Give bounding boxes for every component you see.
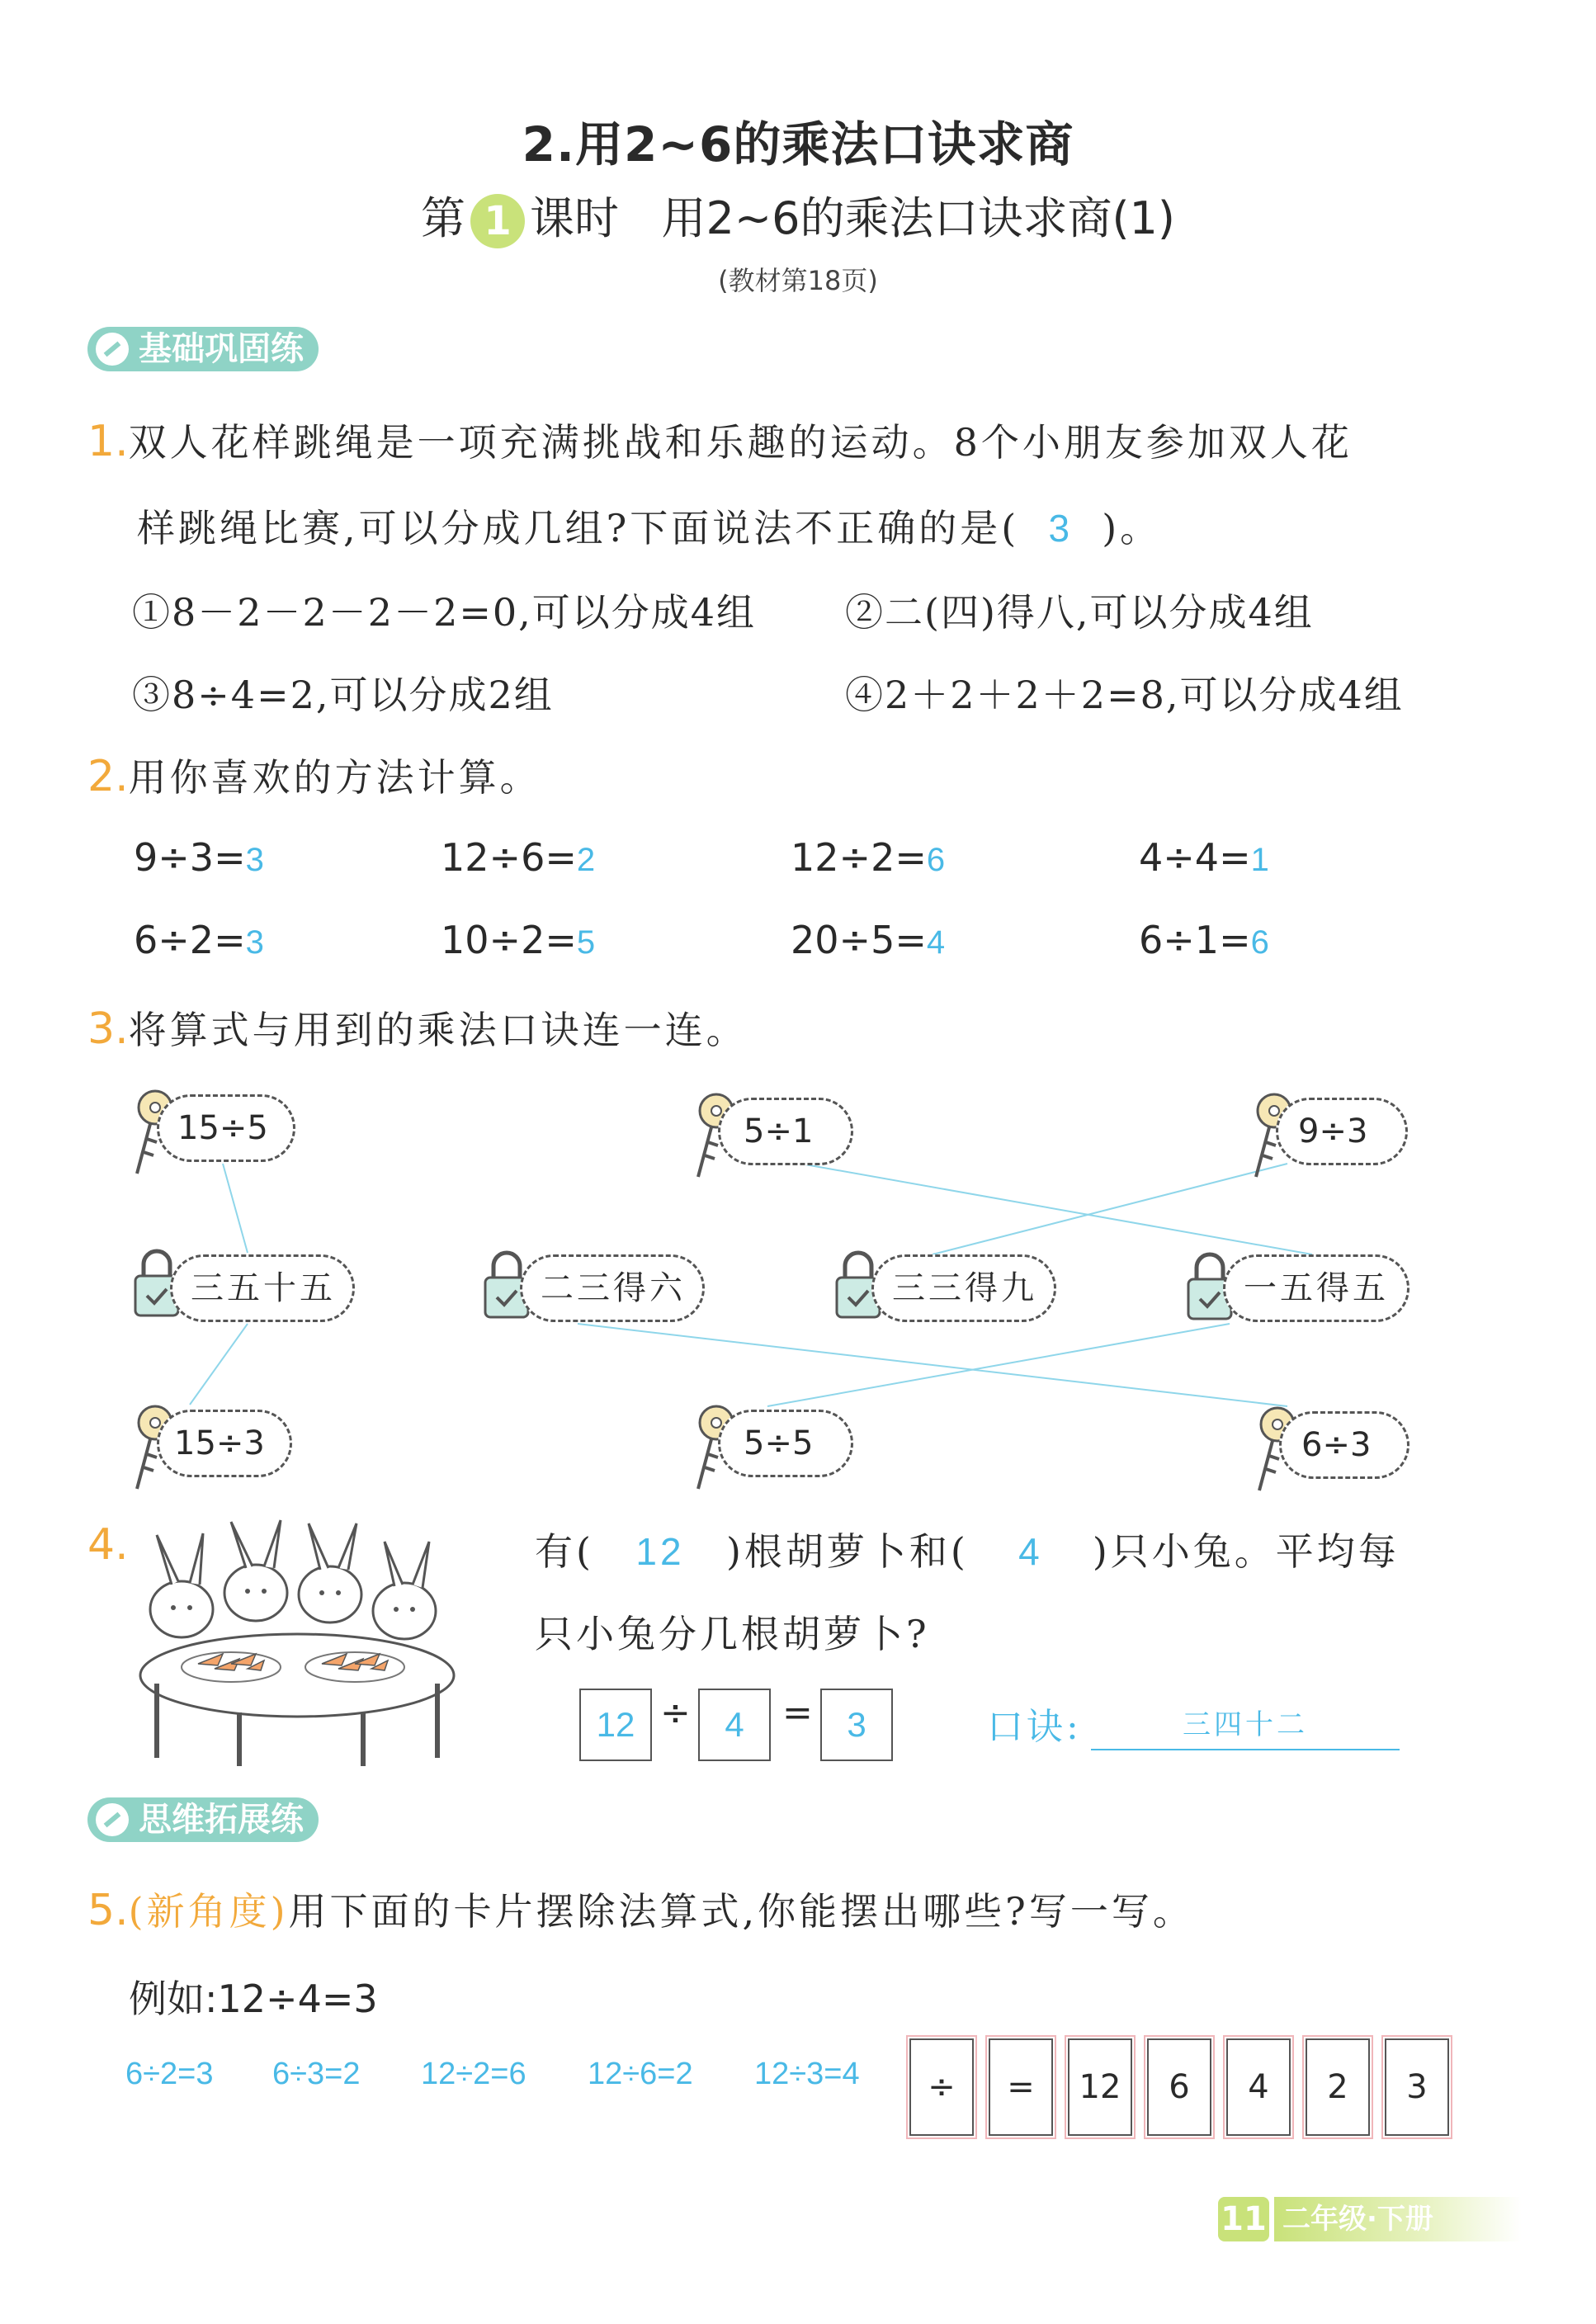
q2-number: 2. <box>87 752 129 801</box>
q3-number: 3. <box>87 1004 129 1054</box>
q4-eq-op: ÷ <box>660 1692 691 1734</box>
q2-answer-1[interactable]: 3 <box>245 842 264 878</box>
grade-label: 二年级·下册 <box>1274 2197 1522 2241</box>
section-extend-label: 思维拓展练 <box>139 1801 304 1839</box>
card-equals[interactable]: = <box>989 2038 1053 2136</box>
q4-rabbits-answer[interactable]: 4 <box>1018 1530 1043 1573</box>
q2-item-5: 6÷2=3 <box>134 918 264 962</box>
q3-mid-4[interactable]: 一五得五 <box>1223 1254 1409 1322</box>
card-3[interactable]: 3 <box>1385 2038 1449 2136</box>
q4-line1: 有( 12 )根胡萝卜和( 4 )只小兔。平均每 <box>535 1529 1400 1574</box>
q5-answer-1[interactable]: 6÷2=3 <box>125 2057 214 2091</box>
q2-item-4: 4÷4=1 <box>1139 835 1269 880</box>
card-divide[interactable]: ÷ <box>909 2038 974 2136</box>
card-12[interactable]: 12 <box>1068 2038 1132 2136</box>
lesson-number-badge: 1 <box>470 194 525 248</box>
q3-top-3[interactable]: 9÷3 <box>1276 1098 1408 1165</box>
q2-item-2: 12÷6=2 <box>441 835 596 880</box>
page-number: 11 <box>1218 2197 1269 2241</box>
q3-bottom-1[interactable]: 15÷3 <box>157 1410 292 1477</box>
q3-bottom-3[interactable]: 6÷3 <box>1279 1411 1409 1479</box>
lesson-suffix: 课时 <box>530 192 620 244</box>
page-title: 2.用2~6的乘法口诀求商 <box>522 116 1074 172</box>
q4-number: 4. <box>87 1520 129 1570</box>
lesson-title: 用2~6的乘法口诀求商(1) <box>661 192 1175 244</box>
q3-top-1[interactable]: 15÷5 <box>157 1094 295 1162</box>
card-2[interactable]: 2 <box>1306 2038 1370 2136</box>
card-4[interactable]: 4 <box>1226 2038 1291 2136</box>
q5-answer-2[interactable]: 6÷3=2 <box>272 2057 361 2091</box>
q3-mid-2[interactable]: 二三得六 <box>520 1254 705 1322</box>
q3-text: 将算式与用到的乘法口诀连一连。 <box>128 1008 748 1052</box>
q2-text: 用你喜欢的方法计算。 <box>128 755 541 800</box>
q1-text-line1: 双人花样跳绳是一项充满挑战和乐趣的运动。8个小朋友参加双人花 <box>128 420 1353 465</box>
q1-text-line2-end: )。 <box>1102 506 1162 550</box>
q1-number: 1. <box>87 417 129 466</box>
q2-item-1: 9÷3=3 <box>134 835 264 880</box>
q2-answer-7[interactable]: 4 <box>926 924 946 961</box>
q4-rhyme-answer[interactable]: 三四十二 <box>1091 1702 1400 1750</box>
q3-mid-1[interactable]: 三五十五 <box>170 1254 355 1322</box>
line-15div3-to-35 <box>190 1324 248 1405</box>
q5-answer-3[interactable]: 12÷2=6 <box>421 2057 526 2091</box>
q4-line2: 只小兔分几根胡萝卜? <box>535 1612 930 1656</box>
q2-answer-5[interactable]: 3 <box>245 924 264 961</box>
lesson-prefix: 第 <box>421 192 466 244</box>
q4-rhyme-label: 口诀: <box>987 1706 1082 1748</box>
q1-text-line2: 样跳绳比赛,可以分成几组?下面说法不正确的是( <box>137 506 1020 550</box>
q2-answer-6[interactable]: 5 <box>576 924 596 961</box>
section-basic-label: 基础巩固练 <box>139 330 304 368</box>
q4-eq-equals: = <box>782 1692 813 1734</box>
q3-top-2[interactable]: 5÷1 <box>718 1098 853 1165</box>
q4-eq-divisor[interactable]: 4 <box>698 1689 771 1761</box>
line-15div5-to-35 <box>223 1164 248 1253</box>
q4-eq-quotient[interactable]: 3 <box>820 1689 893 1761</box>
q1-option-2: ②二(四)得八,可以分成4组 <box>845 590 1314 635</box>
q1-option-3: ③8÷4=2,可以分成2组 <box>132 673 554 717</box>
q5-example: 例如:12÷4=3 <box>129 1977 378 2021</box>
q1-answer[interactable]: 3 <box>1048 507 1074 550</box>
q2-item-3: 12÷2=6 <box>791 835 946 880</box>
q5-answer-5[interactable]: 12÷3=4 <box>754 2057 860 2091</box>
textbook-reference: (教材第18页) <box>718 265 878 296</box>
line-5div5-to-15 <box>767 1324 1230 1406</box>
q1-option-4: ④2＋2＋2＋2=8,可以分成4组 <box>845 673 1404 717</box>
thinking-icon <box>96 1803 129 1836</box>
q4-carrots-answer[interactable]: 12 <box>635 1530 685 1573</box>
q2-answer-3[interactable]: 6 <box>926 842 946 878</box>
section-extend-tag <box>87 1797 319 1842</box>
rabbits-carrots-illustration <box>124 1519 470 1766</box>
q3-bottom-2[interactable]: 5÷5 <box>718 1410 853 1477</box>
line-6div3-to-23 <box>578 1324 1287 1406</box>
q2-item-7: 20÷5=4 <box>791 918 946 962</box>
q5-number: 5. <box>87 1886 129 1935</box>
q2-answer-2[interactable]: 2 <box>576 842 596 878</box>
q5-answer-4[interactable]: 12÷6=2 <box>588 2057 693 2091</box>
q5-tag: (新角度) <box>128 1889 289 1934</box>
q1-option-1: ①8－2－2－2－2=0,可以分成4组 <box>132 590 757 635</box>
q2-answer-4[interactable]: 1 <box>1250 842 1269 878</box>
q2-item-8: 6÷1=6 <box>1139 918 1269 962</box>
card-6[interactable]: 6 <box>1147 2038 1211 2136</box>
q2-item-6: 10÷2=5 <box>441 918 596 962</box>
q2-answer-8[interactable]: 6 <box>1250 924 1269 961</box>
q3-mid-3[interactable]: 三三得九 <box>871 1254 1056 1322</box>
q5-heading <box>87 1882 1194 1936</box>
q5-text: 用下面的卡片摆除法算式,你能摆出哪些?写一写。 <box>288 1889 1194 1934</box>
q4-eq-dividend[interactable]: 12 <box>579 1689 652 1761</box>
